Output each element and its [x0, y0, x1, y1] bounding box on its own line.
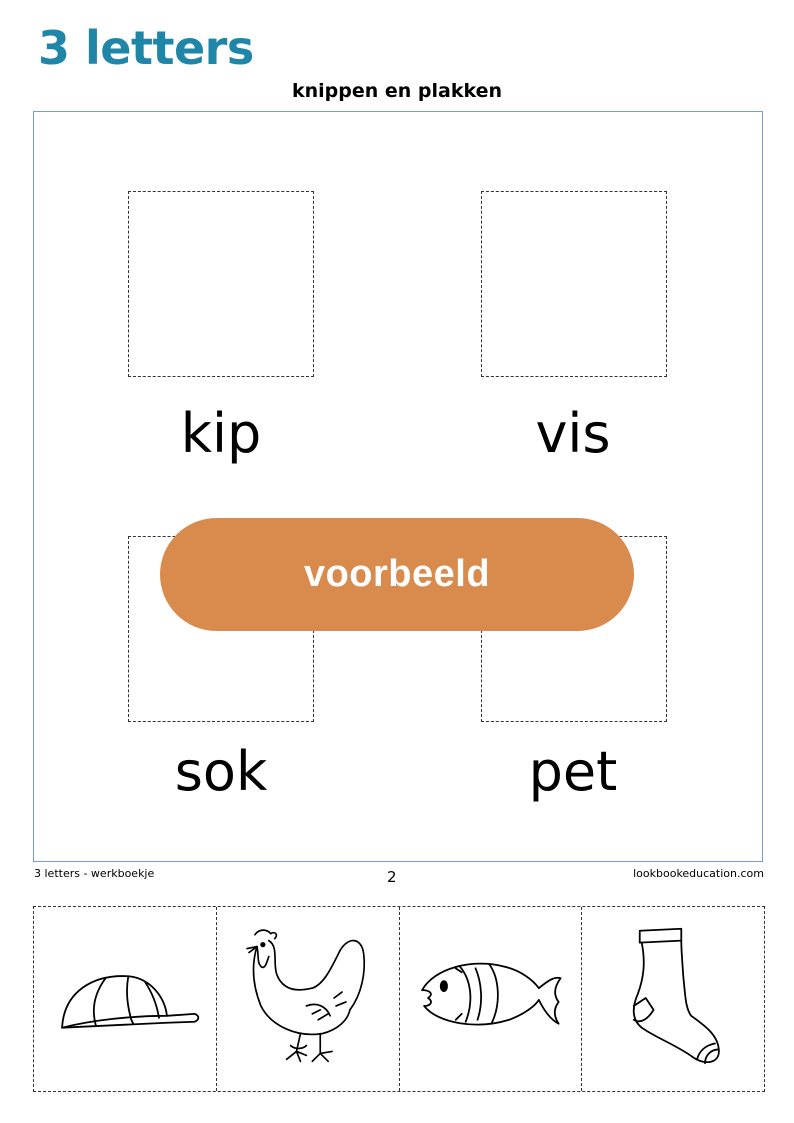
- page-subtitle: knippen en plakken: [291, 80, 503, 102]
- watermark-badge: [160, 518, 634, 631]
- cutout-card-sock[interactable]: [581, 907, 764, 1091]
- word-label-sok: sok: [174, 740, 268, 803]
- watermark-text: voorbeeld: [303, 553, 491, 595]
- cutout-card-fish[interactable]: [399, 907, 582, 1091]
- page-title: 3 letters: [38, 21, 254, 75]
- cutout-strip: [33, 906, 765, 1092]
- cap-icon: [34, 907, 216, 1091]
- cutout-card-cap[interactable]: [34, 907, 216, 1091]
- fish-icon: [400, 907, 582, 1091]
- footer-page-number: 2: [387, 868, 397, 886]
- word-label-vis: vis: [535, 402, 611, 465]
- sock-icon: [582, 907, 764, 1091]
- chicken-icon: [217, 907, 399, 1091]
- worksheet-frame: [33, 111, 763, 862]
- word-label-pet: pet: [528, 740, 618, 803]
- cutout-card-chicken[interactable]: [216, 907, 399, 1091]
- paste-slot-vis[interactable]: [481, 191, 667, 377]
- footer-website: lookbookeducation.com: [633, 867, 764, 880]
- paste-slot-kip[interactable]: [128, 191, 314, 377]
- word-label-kip: kip: [180, 402, 262, 465]
- footer-workbook-title: 3 letters - werkboekje: [34, 867, 155, 880]
